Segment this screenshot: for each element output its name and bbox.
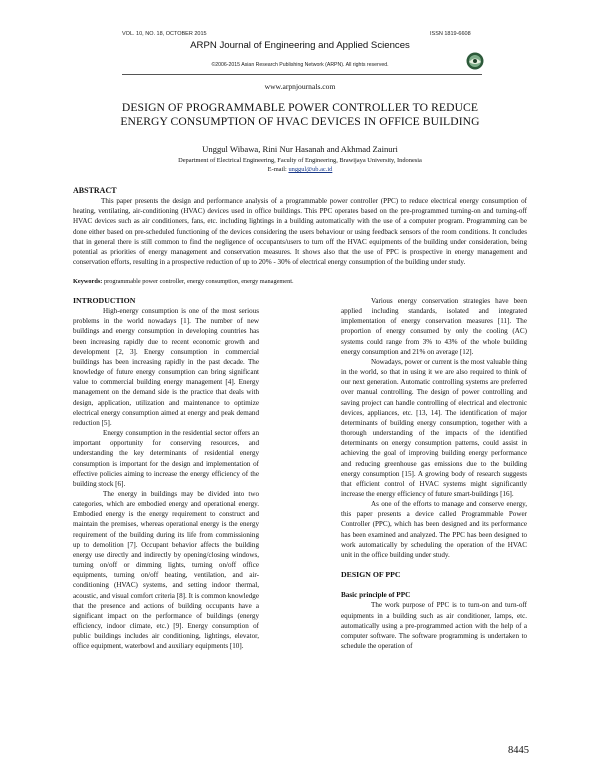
intro-paragraph-4: Various energy conservation strategies have been applied including standards, isolated and integrated implementation of energy conservation measures [11]. The proportion of energy consumed by only the cooling (AC) systems could range from 3% to 43% of the whole building energy consumption and 21% on average [12].	[341, 297, 527, 356]
email-line	[0, 166, 600, 173]
volume-info: VOL. 10, NO. 18, OCTOBER 2015	[122, 31, 207, 37]
intro-paragraph-5: Nowadays, power or current is the most valuable thing in the world, so that in using it we are also required to think of our next generation. Automatic controlling systems are preferred over manual controlling. The design of power controlling and saving project can handle controlling of electrical and electronic devices, appliances, etc. [13, 14]. The identification of major determinants of building energy consumption, together with a thorough understanding of the impacts of the identified determinants on energy consumption patterns, could assist in achieving the goal of improving building energy performance and reducing greenhouse gas emissions due to the building energy consumption [15]. A growing body of research suggests that efficient control of HVAC systems might significantly increase the energy efficiency of future smart-buildings [16].	[341, 357, 527, 498]
design-heading: DESIGN OF PPC	[341, 570, 401, 580]
email-link[interactable]: unggul@ub.ac.id	[288, 166, 333, 173]
journal-website[interactable]: www.arpnjournals.com	[264, 82, 336, 91]
copyright-notice: ©2006-2015 Asian Research Publishing Network (ARPN). All rights reserved.	[211, 62, 389, 68]
keywords-text: programmable power controller, energy consumption, energy management.	[103, 278, 294, 285]
paper-title	[60, 101, 540, 129]
left-column	[73, 296, 259, 651]
intro-paragraph-1: High-energy consumption is one of the most serious problems in the world nowadays [1]. The number of new buildings and energy consumption in developing countries has been increasing rapidly due to recent economic growth and development [2, 3]. Energy consumption in commercial buildings has been increasing rapidly in the past decade. The knowledge of future energy consumption can bring significant value to commercial building energy management [4]. Energy management on the demand side is the practice that deals with design, application, utilization and maintenance to optimize electrical energy consumption aimed at energy and peak demand reduction [5].	[73, 307, 259, 427]
design-paragraph-1: The work purpose of PPC is to turn-on and turn-off equipments in a building such as air conditioner, lamps, etc. automatically using a pre-programmed action with the help of a computer software. The software programming is undertaken to schedule the operation of	[341, 601, 527, 650]
abstract-text: This paper presents the design and performance analysis of a programmable power controller (PPC) to reduce electrical energy consumption of heating, ventilating, air-conditioning (HVAC) devices used in office buildings. This PPC operates based on the pre-programmed turning-on and turning-off HVAC devices such as air conditioners, fans, etc. including lightings in a building automatically with the use of a computer program. Programming can be done either based on pre-scheduled functioning of the devices considering the users behaviour or using feedback sensors of the room conditions. It concludes that in general there is still common to find the negligence of occupants/users to turn off the HVAC equipments of the building under consideration, being potential as priorities of energy management and conservation measures. It shows also that the use of PPC is prospective in energy management and conservation efforts, resulting in a prospective reduction of up to 20% - 30% of electrical energy consumption of the building under study.	[73, 197, 527, 267]
authors: Unggul Wibawa, Rini Nur Hasanah and Akhmad Zainuri	[202, 144, 398, 154]
keywords-label: Keywords:	[73, 278, 103, 285]
header-rule	[122, 74, 482, 75]
affiliation: Department of Electrical Engineering, Faculty of Engineering, Brawijaya University, Indonesia	[178, 157, 422, 164]
intro-paragraph-3: The energy in buildings may be divided into two categories, which are embodied energy and operational energy. Embodied energy is the energy requirement to construct and maintain the premises, whereas operational energy is the energy requirement of the building during its life from commissioning up to demolition [7]. Occupant behavior affects the building energy use directly and indirectly by opening/closing windows, turning on/off or dimming lights, turning on/off office equipments, turning on/off heating, ventilation, and air-conditioning (HVAC) systems, and setting indoor thermal, acoustic, and visual comfort criteria [8]. It is common knowledge that the presence and actions of building occupants have a significant impact on the performance of buildings (energy efficiency, indoor climate, etc.) [9]. Energy consumption of public buildings includes air conditioning, lightings, elevator, office equipment, waterbowl and auxiliary equipments [10].	[73, 489, 259, 651]
basic-principle-subheading: Basic principle of PPC	[341, 591, 411, 600]
abstract-heading: ABSTRACT	[73, 186, 117, 195]
intro-paragraph-2: Energy consumption in the residential sector offers an important opportunity for conserving resources, and understanding the key determinants of residential energy consumption is important for the design and implementation of effective policies aiming to increase the energy efficiency of the building stock [6].	[73, 429, 259, 488]
issn: ISSN 1819-6608	[430, 31, 471, 37]
email-label: E-mail:	[267, 166, 287, 173]
arpn-logo-icon	[466, 52, 484, 70]
introduction-heading: INTRODUCTION	[73, 296, 136, 305]
keywords	[73, 278, 527, 285]
page-number: 8445	[508, 745, 529, 756]
title-line-1: DESIGN OF PROGRAMMABLE POWER CONTROLLER TO REDUCE	[121, 101, 479, 114]
right-column	[341, 296, 527, 651]
title-line-2: ENERGY CONSUMPTION OF HVAC DEVICES IN OFFICE BUILDING	[120, 115, 480, 128]
intro-paragraph-6: As one of the efforts to manage and conserve energy, this paper presents a device called Programmable Power Controller (PPC), which has been designed and its performance has been examined and analyzed. The PPC has been designed to work automatically by scheduling the operation of the HVAC unit in the office building under study.	[341, 500, 527, 559]
journal-title: ARPN Journal of Engineering and Applied Sciences	[190, 40, 410, 51]
